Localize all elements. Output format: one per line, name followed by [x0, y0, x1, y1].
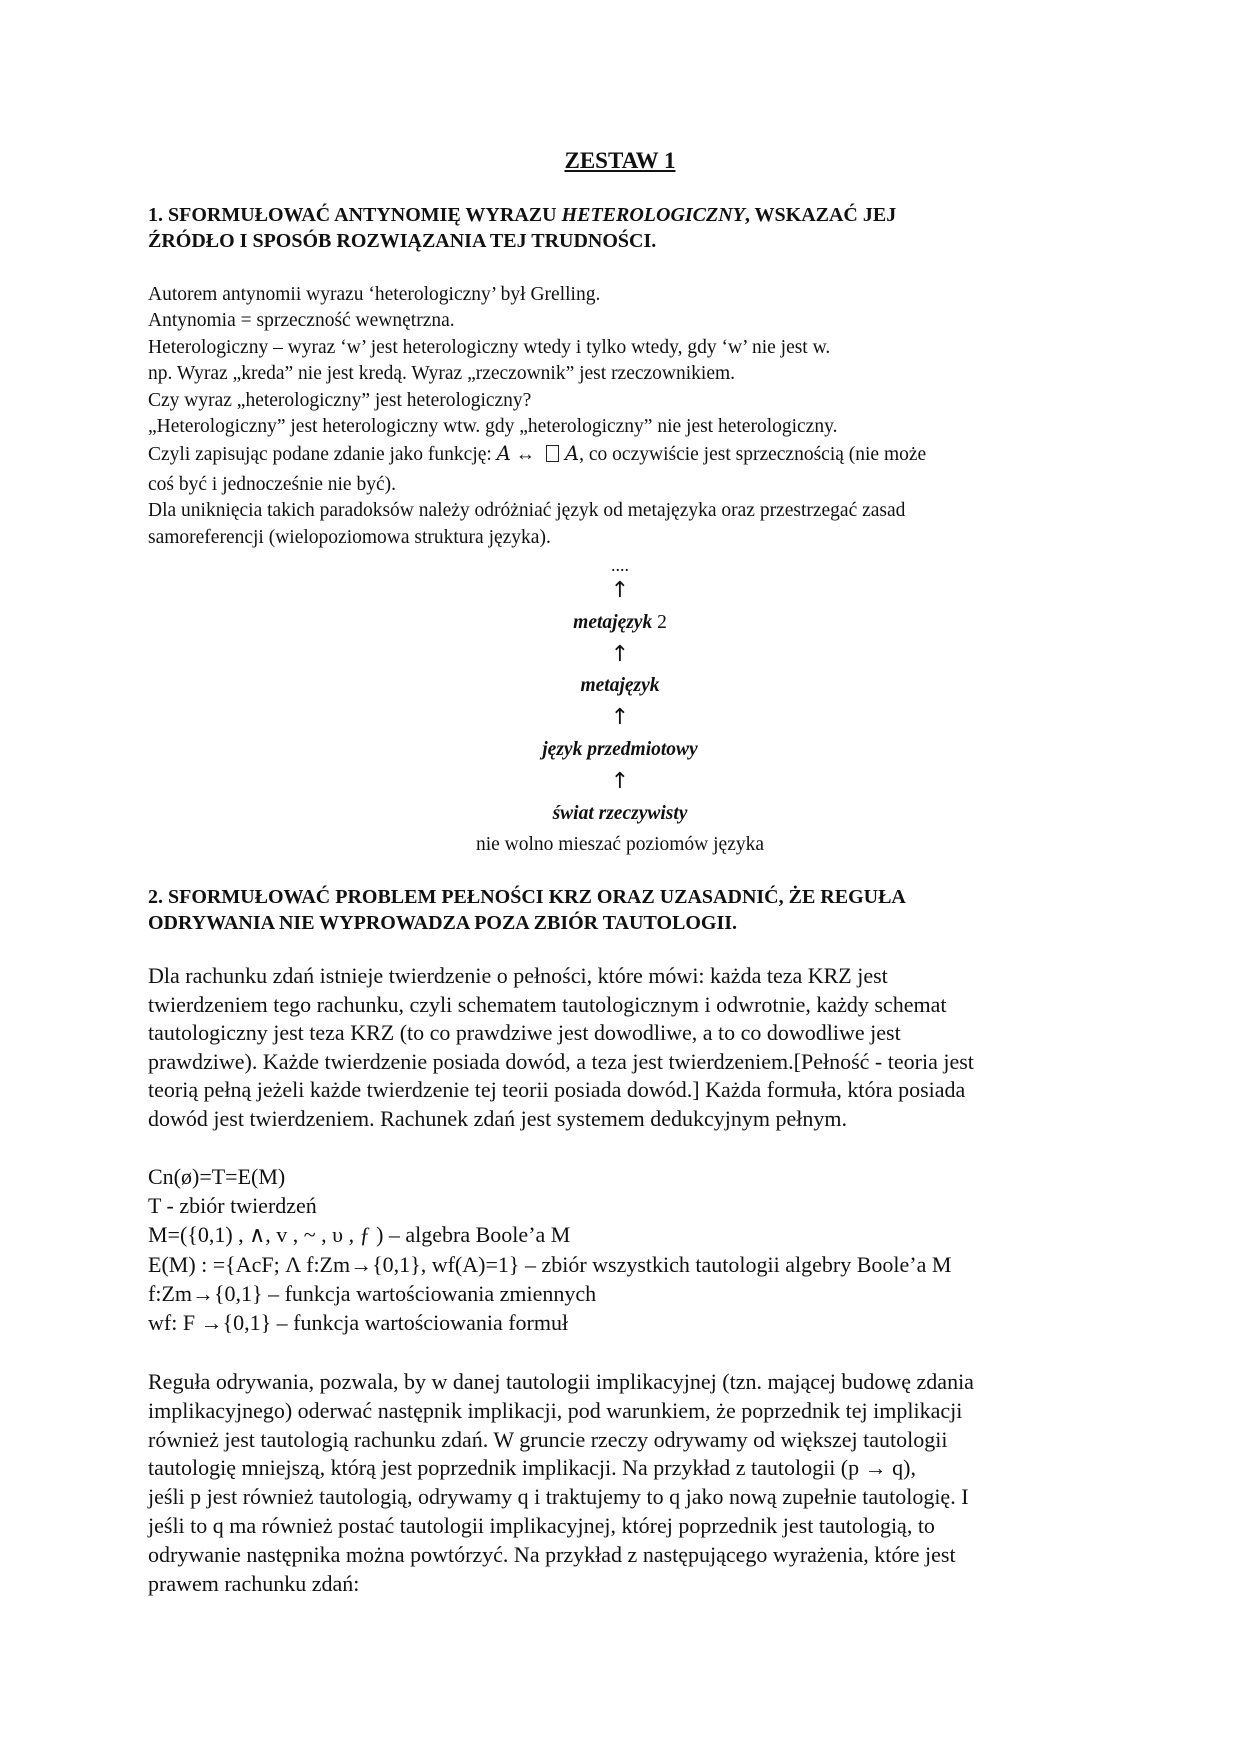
level-object-language: język przedmiotowy [542, 738, 698, 760]
level-number: 2 [657, 611, 667, 633]
formula-a: A [496, 442, 511, 465]
text-line: Dla uniknięcia takich paradoksów należy odróżniać język od metajęzyka oraz przestrzegać zasad [148, 500, 906, 522]
text-line: teorią pełną jeżeli każde twierdzenie tej teorii posiada dowód.] Każda formuła, która posiada [148, 1077, 966, 1102]
section1-heading-text-end: , WSKAZAĆ JEJ [744, 204, 897, 226]
section2-paragraph2 [148, 1368, 1108, 1598]
level-label: metajęzyk [573, 611, 653, 633]
section1-body [148, 282, 1108, 440]
formula-b: A [565, 442, 580, 465]
section1-heading-line2: ŹRÓDŁO I SPOSÓB ROZWIĄZANIA TEJ TRUDNOŚCI. [148, 230, 657, 252]
section1-body-continued [148, 472, 1108, 551]
level-real-world: świat rzeczywisty [552, 802, 688, 824]
formula-line [148, 441, 1108, 468]
text-line: „Heterologiczny” jest heterologiczny wtw. gdy „heterologiczny” nie jest heterologiczny. [148, 416, 838, 438]
up-arrow-icon: ↑ [610, 578, 630, 603]
text-line: odrywanie następnika można powtórzyć. Na przykład z następującego wyrażenia, które jest [148, 1541, 956, 1567]
text-line: implikacyjnego) oderwać następnik implikacji, pod warunkiem, że poprzednik tej implikacji [148, 1397, 963, 1423]
text-line: jeśli to q ma również postać tautologii implikacyjnej, której poprzednik jest tautologią, to [148, 1512, 935, 1538]
text-line: twierdzeniem tego rachunku, czyli schematem tautologicznym i odwrotnie, każdy schemat [148, 991, 947, 1017]
up-arrow-icon: ↑ [610, 641, 630, 667]
negation-box-icon [546, 445, 559, 462]
section1-heading-italic: HETEROLOGICZNY [561, 204, 745, 226]
text-line: Reguła odrywania, pozwala, by w danej tautologii implikacyjnej (tzn. mającej budowę zdania [148, 1369, 974, 1394]
text-line: tautologiczny jest teza KRZ (to co prawdziwe jest dowodliwe, a to co dowodliwe jest [148, 1020, 901, 1045]
text-line: tautologię mniejszą, którą jest poprzednik implikacji. Na przykład z tautologii (p → q), [148, 1455, 916, 1481]
text-line: Heterologiczny – wyraz ‘w’ jest heterologiczny wtedy i tylko wtedy, gdy ‘w’ nie jest w. [148, 336, 831, 358]
up-arrow-icon: ↑ [610, 705, 630, 731]
text-line: również jest tautologią rachunku zdań. W gruncie rzeczy odrywamy od większej tautologii [148, 1426, 948, 1452]
diagram-dots: .... [611, 555, 629, 575]
text-line: Antynomia = sprzeczność wewnętrzna. [148, 310, 455, 332]
definition-line: T - zbiór twierdzeń [148, 1193, 317, 1219]
text-line: np. Wyraz „kreda” nie jest kredą. Wyraz „rzeczownik” jest rzeczownikiem. [148, 363, 736, 385]
page-title: ZESTAW 1 [564, 148, 676, 173]
diagram-note: nie wolno mieszać poziomów języka [475, 834, 765, 856]
section2-heading [148, 884, 1098, 936]
section2-heading-line1: 2. SFORMUŁOWAĆ PROBLEM PEŁNOŚCI KRZ ORAZ UZASADNIĆ, ŻE REGUŁA [148, 886, 906, 908]
definition-line: f:Zm→{0,1} – funkcja wartościowania zmiennych [148, 1280, 597, 1306]
text-line: dowód jest twierdzeniem. Rachunek zdań jest systemem dedukcyjnym pełnym. [148, 1105, 847, 1131]
text-line: jeśli p jest również tautologią, odrywamy q i traktujemy to q jako nową zupełnie tautologię. I [148, 1484, 969, 1510]
definition-line: E(M) : ={AcF; Λ f:Zm→{0,1}, wf(A)=1} – zbiór wszystkich tautologii algebry Boole’a M [148, 1251, 952, 1277]
level-metalanguage: metajęzyk [580, 675, 660, 697]
definition-line: Cn(ø)=T=E(M) [148, 1164, 286, 1189]
section2-heading-line2: ODRYWANIA NIE WYPROWADZA POZA ZBIÓR TAUTOLOGII. [148, 912, 738, 934]
definition-line: wf: F →{0,1} – funkcja wartościowania formuł [148, 1310, 569, 1336]
text-line: Dla rachunku zdań istnieje twierdzenie o pełności, które mówi: każda teza KRZ jest [148, 963, 888, 988]
language-levels-diagram [0, 555, 1240, 861]
section2-paragraph1 [148, 962, 1108, 1133]
formula-suffix: , co oczywiście jest sprzecznością (nie może [579, 444, 927, 465]
text-line: prawdziwe). Każde twierdzenie posiada dowód, a teza jest twierdzeniem.[Pełność - teoria jest [148, 1048, 974, 1074]
section2-definitions [148, 1162, 1108, 1337]
formula-prefix: Czyli zapisując podane zdanie jako funkcję: [148, 444, 492, 465]
text-line: Autorem antynomii wyrazu ‘heterologiczny’ był Grelling. [148, 284, 601, 305]
formula-arrow: ↔ [515, 444, 536, 465]
text-line: samoreferencji (wielopoziomowa struktura języka). [148, 526, 551, 548]
section1-heading [148, 202, 1098, 254]
up-arrow-icon: ↑ [610, 768, 630, 794]
text-line: prawem rachunku zdań: [148, 1570, 360, 1596]
section1-heading-text: 1. SFORMUŁOWAĆ ANTYNOMIĘ WYRAZU [148, 204, 562, 226]
definition-line: M=({0,1) , ∧, v , ~ , υ , ƒ ) – algebra Boole’a M [148, 1222, 571, 1248]
text-line: coś być i jednocześnie nie być). [148, 474, 396, 495]
text-line: Czy wyraz „heterologiczny” jest heterologiczny? [148, 389, 532, 411]
level-metalanguage-2 [0, 607, 1240, 639]
